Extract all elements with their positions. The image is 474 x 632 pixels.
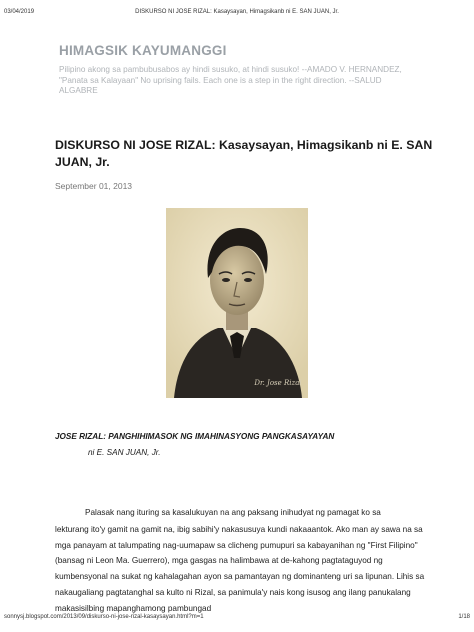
portrait-drawing <box>166 208 308 398</box>
paragraph-opening <box>55 505 437 521</box>
print-page-number: 1/18 <box>458 614 470 620</box>
byline: ni E. SAN JUAN, Jr. <box>88 448 161 457</box>
paragraph-opening-text: Palasak nang ituring sa kasalukuyan na ang paksang inihudyat ng pamagat ko sa <box>85 508 381 517</box>
print-document-title: DISKURSO NI JOSE RIZAL: Kasaysayan, Himagsikanb ni E. SAN JUAN, Jr. <box>135 9 339 15</box>
section-heading: JOSE RIZAL: PANGHIHIMASOK NG IMAHINASYONG PANGKASAYAYAN <box>55 432 335 441</box>
blog-title[interactable]: HIMAGSIK KAYUMANGGI <box>59 43 227 58</box>
post-date[interactable]: September 01, 2013 <box>55 181 133 191</box>
portrait-eye-left <box>222 278 230 282</box>
blog-description: Pilipino akong sa pambubusabos ay hindi susuko, at hindi susuko! --AMADO V. HERNANDEZ, "Panata sa Kalayaan" No uprising fails. Each one is a step in the right direction. --SALUD ALGABRE <box>59 65 402 95</box>
post-title[interactable]: DISKURSO NI JOSE RIZAL: Kasaysayan, Himagsikanb ni E. SAN JUAN, Jr. <box>55 138 433 169</box>
portrait-signature: Dr. Jose Rizal <box>254 379 302 387</box>
paragraph-body: lekturang ito'y gamit na gamit na, ibig sabihi'y nakasusuya kundi nakaaantok. Ako man ay sawa na sa mga panayam at talumpating nag-uumapaw sa clicheng pumupuri sa kabayanihan ng "First Filipino" (bansag ni Leon Ma. Guerrero), mga gasgas na halimbawa at de-kahong pagtataguyod ng kumbensyonal na sukat ng kahalagahan ayon sa pamantayan ng dominanteng uri sa lipunan. Lihis sa nakaugaliang pagtatanghal sa kulto ni Rizal, sa panimula'y nais kong isusog ang ilang panukalang makasisilbing mapanghamong pambungad <box>55 525 425 613</box>
print-url: sonnysj.blogspot.com/2013/09/diskurso-ni-jose-rizal-kasaysayan.html?m=1 <box>4 614 204 620</box>
rizal-portrait-image <box>166 208 308 398</box>
print-date: 03/04/2019 <box>4 9 35 15</box>
portrait-eye-right <box>244 278 252 282</box>
